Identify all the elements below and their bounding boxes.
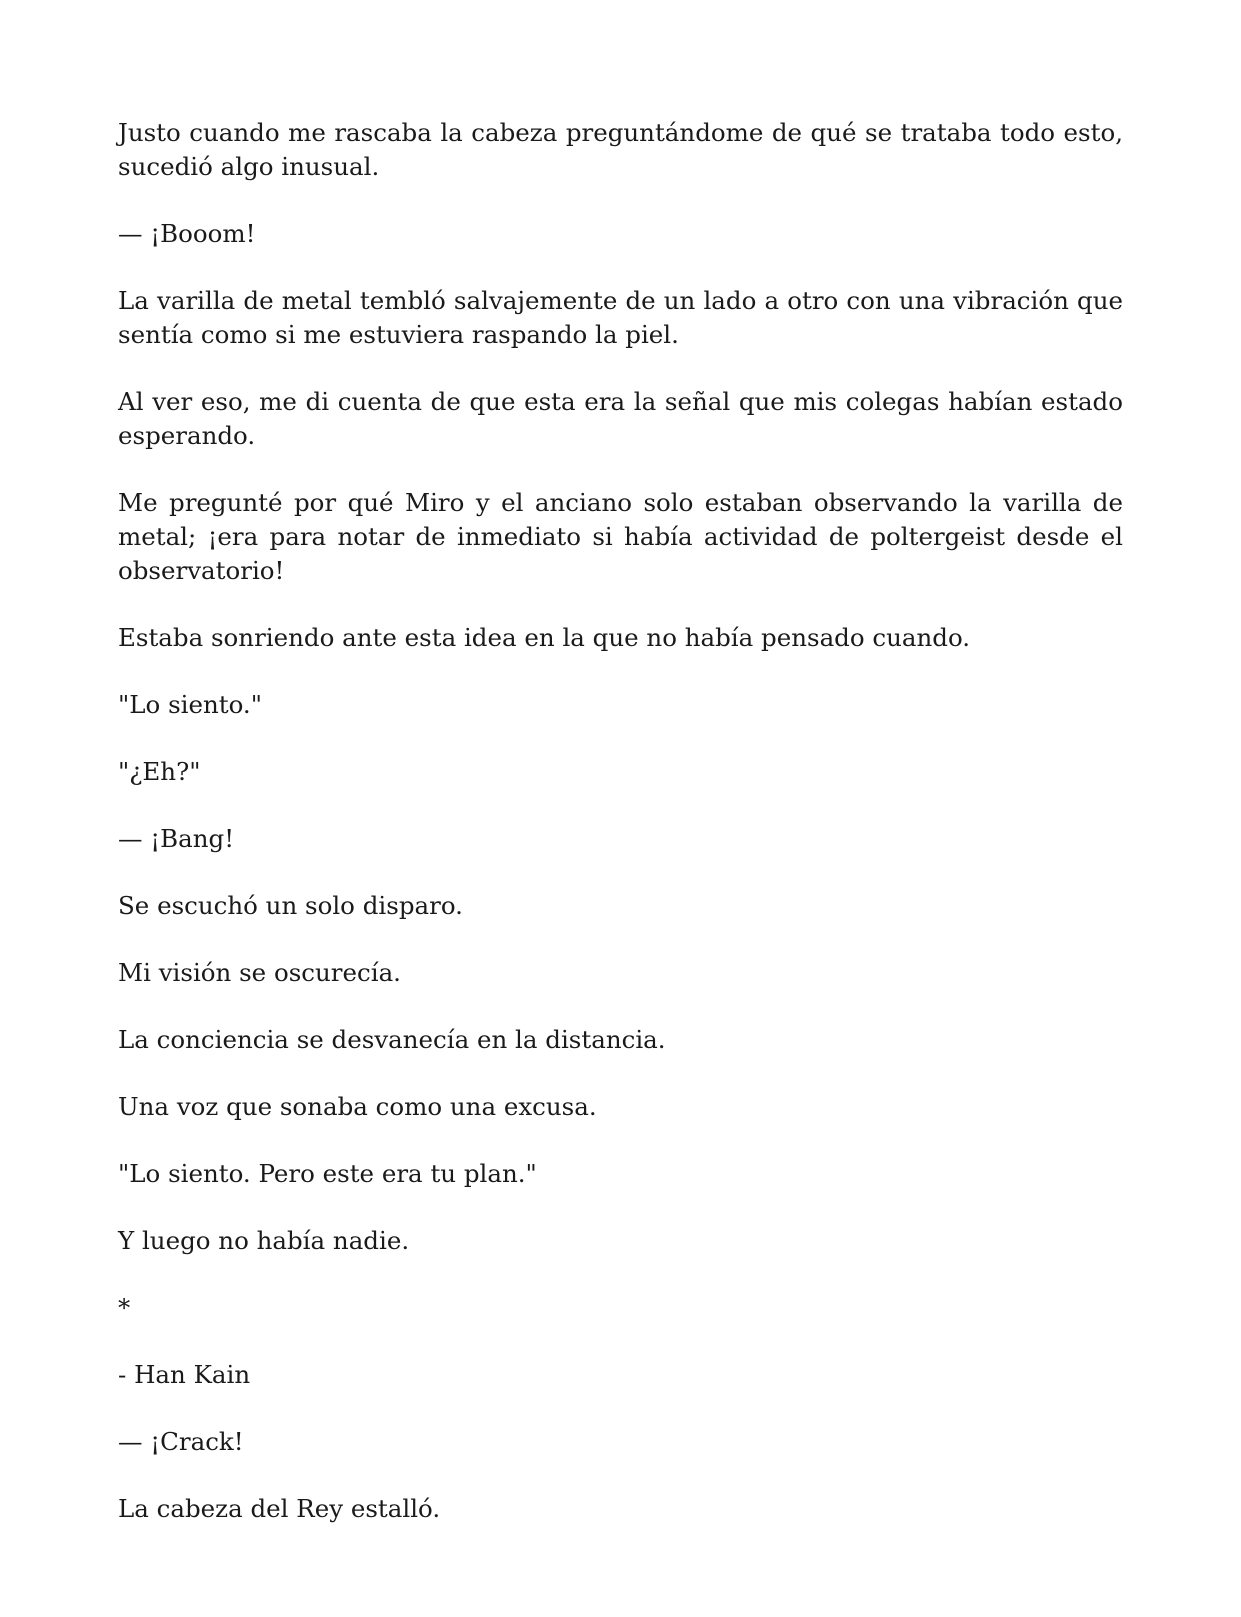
paragraph: "Lo siento. Pero este era tu plan." — [118, 1159, 537, 1188]
paragraph: — ¡Bang! — [118, 824, 235, 853]
paragraph: Al ver eso, me di cuenta de que esta era la señal que mis colegas habían estado esperando. — [118, 387, 1123, 450]
paragraph: Y luego no había nadie. — [118, 1226, 410, 1255]
paragraph: Justo cuando me rascaba la cabeza preguntándome de qué se trataba todo esto, sucedió algo inusual. — [118, 118, 1123, 181]
paragraph: "¿Eh?" — [118, 757, 201, 786]
paragraph: Una voz que sonaba como una excusa. — [118, 1092, 597, 1121]
paragraph: La conciencia se desvanecía en la distancia. — [118, 1025, 666, 1054]
paragraph: La cabeza del Rey estalló. — [118, 1494, 441, 1523]
paragraph: — ¡Booom! — [118, 219, 256, 248]
paragraph: Mi visión se oscurecía. — [118, 958, 401, 987]
document-body — [118, 116, 1123, 1526]
paragraph: "Lo siento." — [118, 690, 262, 719]
paragraph: Se escuchó un solo disparo. — [118, 891, 463, 920]
paragraph: Me pregunté por qué Miro y el anciano solo estaban observando la varilla de metal; ¡era para notar de inmediato si había actividad de poltergeist desde el observatorio! — [118, 488, 1123, 585]
paragraph: Estaba sonriendo ante esta idea en la que no había pensado cuando. — [118, 623, 971, 652]
paragraph: — ¡Crack! — [118, 1427, 244, 1456]
paragraph: La varilla de metal tembló salvajemente de un lado a otro con una vibración que sentía como si me estuviera raspando la piel. — [118, 286, 1123, 349]
section-break: * — [118, 1293, 131, 1322]
pov-heading: - Han Kain — [118, 1360, 251, 1389]
